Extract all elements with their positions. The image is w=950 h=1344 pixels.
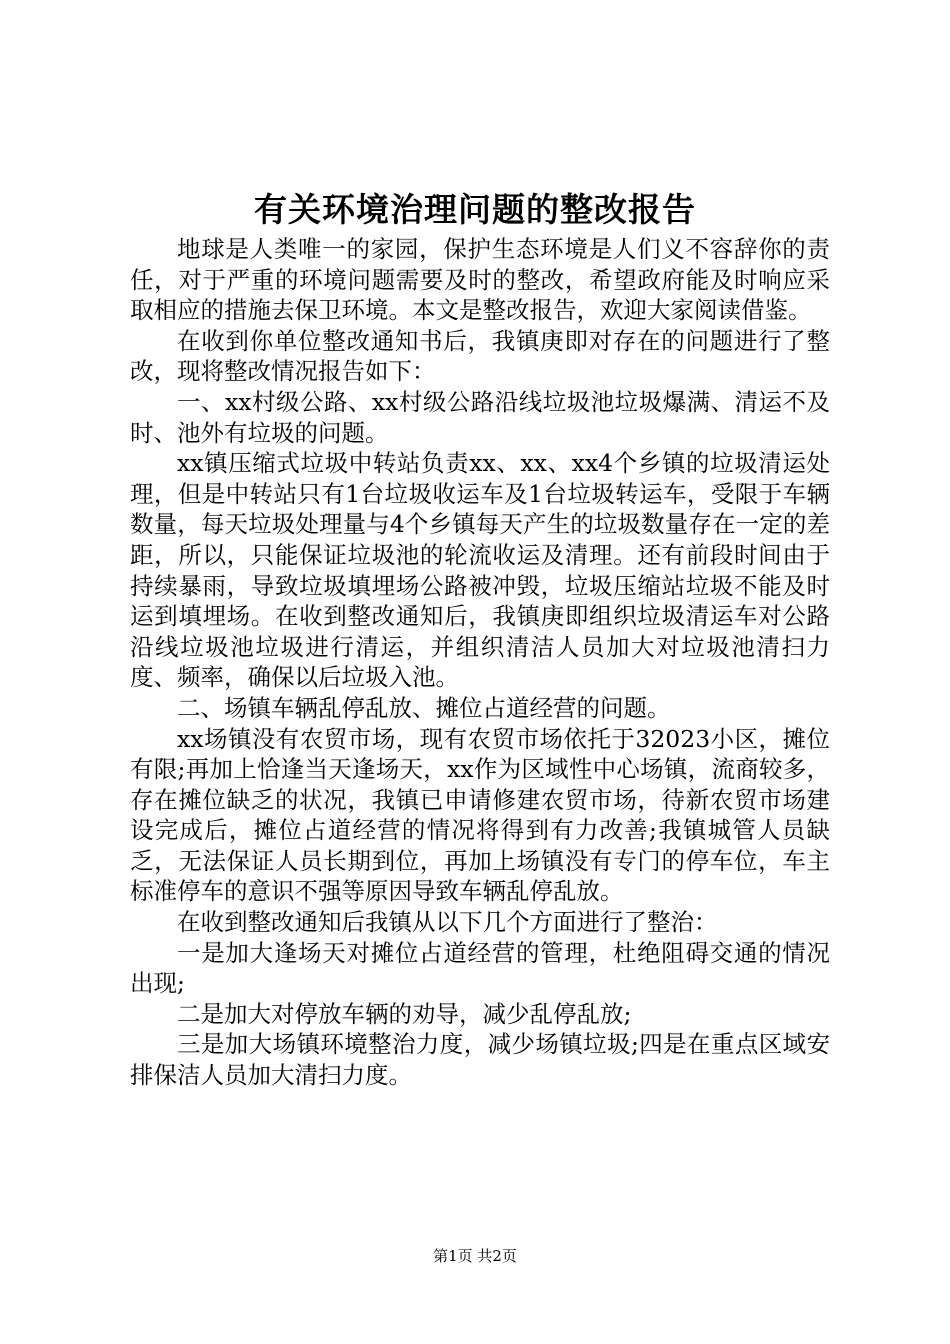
paragraph-intro: 地球是人类唯一的家园，保护生态环境是人们义不容辞你的责任，对于严重的环境问题需要及时的整改，希望政府能及时响应采取相应的措施去保卫环境。本文是整改报告，欢迎大家阅读借鉴。 [130, 235, 830, 325]
measure-2: 二是加大对停放车辆的劝导，减少乱停乱放; [177, 999, 632, 1028]
paragraph-measures-intro: 在收到整改通知后我镇从以下几个方面进行了整治： [177, 908, 718, 937]
section-heading-1: 一、xx村级公路、xx村级公路沿线垃圾池垃圾爆满、清运不及时、池外有垃圾的问题。 [130, 387, 830, 447]
measure-1: 一是加大逢场天对摊位占道经营的管理，杜绝阻碍交通的情况出现; [130, 938, 830, 998]
page-number-footer: 第1页 共2页 [433, 1247, 517, 1265]
paragraph-market: xx场镇没有农贸市场，现有农贸市场依托于32023小区，摊位有限;再加上恰逢当天逢场天，xx作为区域性中心场镇，流商较多，存在摊位缺乏的状况，我镇已申请修建农贸市场，待新农贸市场建设完成后，摊位占道经营的情况将得到有力改善;我镇城管人员缺乏，无法保证人员长期到位，再加上场镇没有专门的停车位，车主标准停车的意识不强等原因导致车辆乱停乱放。 [130, 724, 830, 906]
section-heading-2: 二、场镇车辆乱停乱放、摊位占道经营的问题。 [177, 693, 671, 722]
measure-3-4: 三是加大场镇环境整治力度，减少场镇垃圾;四是在重点区域安排保洁人员加大清扫力度。 [130, 1030, 830, 1090]
paragraph-garbage-station: xx镇压缩式垃圾中转站负责xx、xx、xx4个乡镇的垃圾清运处理，但是中转站只有1台垃圾收运车及1台垃圾转运车，受限于车辆数量，每天垃圾处理量与4个乡镇每天产生的垃圾数量存在一定的差距，所以，只能保证垃圾池的轮流收运及清理。还有前段时间由于持续暴雨，导致垃圾填埋场公路被冲毁，垃圾压缩站垃圾不能及时运到填埋场。在收到整改通知后，我镇庚即组织垃圾清运车对公路沿线垃圾池垃圾进行清运，并组织清洁人员加大对垃圾池清扫力度、频率，确保以后垃圾入池。 [130, 449, 830, 692]
paragraph-receipt: 在收到你单位整改通知书后，我镇庚即对存在的问题进行了整改，现将整改情况报告如下： [130, 326, 830, 386]
document-title: 有关环境治理问题的整改报告 [254, 190, 696, 229]
document-body [130, 234, 830, 1091]
